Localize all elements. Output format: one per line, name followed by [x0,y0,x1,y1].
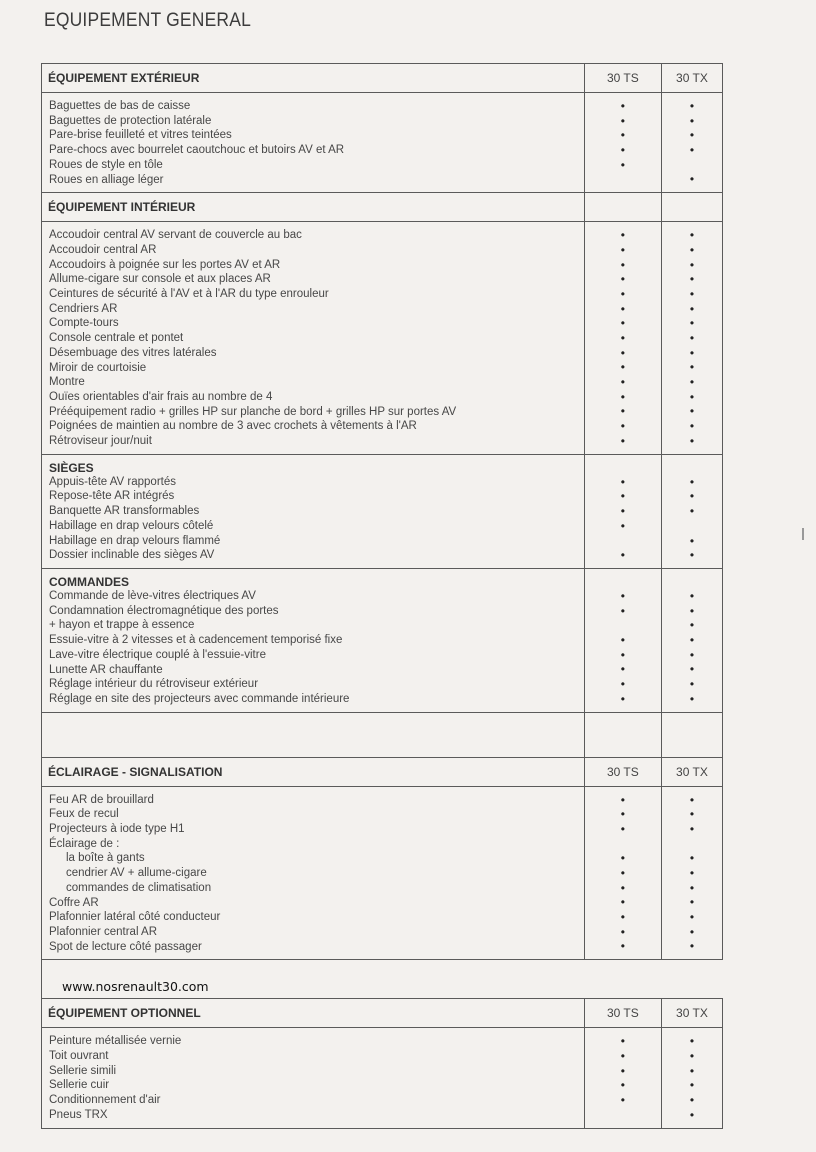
item-label: Peinture métallisée vernie [49,1035,182,1048]
item-label: Projecteurs à iode type H1 [49,823,185,836]
column-header-30tx: 30 TX [661,64,722,93]
availability-mark-30ts: • [620,331,625,346]
availability-mark-30ts: • [620,1078,625,1093]
availability-mark-30ts: • [620,647,625,662]
availability-mark-30tx: • [689,331,695,346]
section-header-interieur [42,193,723,222]
availability-mark-30ts: • [620,851,625,866]
availability-mark-30tx: • [689,143,695,158]
availability-mark-30ts: • [620,433,625,448]
item-label: Repose-tête AR intégrés [49,490,175,503]
availability-mark-30ts: • [620,389,625,404]
availability-mark-30ts: • [620,99,625,113]
availability-mark-30ts: • [620,807,625,822]
availability-mark-30tx: • [689,807,695,822]
availability-mark-30tx: • [689,474,695,489]
availability-mark-30tx: • [689,603,695,618]
availability-mark-30tx: • [689,389,695,404]
availability-mark-30ts: • [620,157,625,172]
availability-mark-30ts [585,1108,661,1123]
availability-mark-30tx: • [689,404,695,419]
item-label: Roues de style en tôle [49,158,163,171]
availability-mark-30ts: • [620,474,625,489]
availability-mark-30ts: • [620,662,625,677]
availability-mark-30tx: • [689,172,695,187]
availability-mark-30ts: • [620,504,625,519]
availability-mark-30tx [662,837,722,852]
watermark-url: www.nosrenault30.com [62,979,209,995]
page-edge-mark [802,528,804,540]
item-label: Appuis-tête AV rapportés [49,475,176,488]
availability-mark-30tx: • [689,128,695,143]
availability-mark-30ts: • [620,375,625,390]
availability-mark-30tx: • [689,691,695,706]
section-items-optionnel [42,1028,723,1128]
section-items-eclairage [42,786,723,960]
availability-mark-30tx: • [689,618,695,633]
section-title-exterieur: ÉQUIPEMENT EXTÉRIEUR [42,64,585,93]
availability-mark-30tx: • [689,792,695,807]
empty-row [42,712,723,757]
item-label: Poignées de maintien au nombre de 3 avec crochets à vêtements à l'AR [49,420,417,433]
availability-mark-30ts: • [620,1093,625,1108]
item-label: Conditionnement d'air [49,1094,161,1107]
availability-mark-30tx: • [689,647,695,662]
item-label: Habillage en drap velours flammé [49,534,221,547]
section-title-eclairage: ÉCLAIRAGE - SIGNALISATION [42,757,585,786]
availability-mark-30tx: • [689,1093,695,1108]
section-title-sieges: SIÈGES [49,460,94,475]
availability-mark-30ts: • [620,128,625,143]
item-label: la boîte à gants [66,852,145,865]
section-title-commandes: COMMANDES [49,574,129,589]
availability-mark-30tx: • [689,316,695,331]
availability-mark-30tx: • [689,533,695,548]
item-label: Dossier inclinable des sièges AV [49,549,215,562]
availability-mark-30ts: • [620,677,625,692]
availability-mark-30tx [662,158,722,173]
availability-mark-30tx: • [689,345,695,360]
item-label: Désembuage des vitres latérales [49,346,217,359]
item-label: Baguettes de protection latérale [49,114,212,127]
column-header-30ts: 30 TS [584,757,661,786]
item-label: Ouïes orientables d'air frais au nombre de 4 [49,390,273,403]
availability-mark-30tx: • [689,301,695,316]
availability-mark-30tx: • [689,1107,695,1122]
availability-mark-30ts: • [620,404,625,419]
section-commandes [42,568,723,712]
section-header-optionnel [42,999,723,1028]
availability-mark-30ts: • [620,518,625,533]
availability-mark-30tx: • [689,242,695,257]
item-label: Habillage en drap velours côtelé [49,519,214,532]
item-label: Éclairage de : [49,837,120,850]
availability-mark-30tx: • [689,1063,695,1078]
item-label: Allume-cigare sur console et aux places AR [49,273,271,286]
item-label: Coffre AR [49,896,99,909]
availability-mark-30ts: • [620,272,625,287]
availability-mark-30ts: • [620,1034,625,1049]
section-items-exterieur [42,93,723,193]
column-header-30ts: 30 TS [584,999,661,1028]
item-label: Sellerie cuir [49,1079,110,1092]
availability-mark-30tx: • [689,548,695,563]
availability-mark-30ts: • [620,792,625,807]
watermark-row [42,960,723,999]
availability-mark-30tx: • [689,99,695,113]
availability-mark-30tx: • [689,1034,695,1049]
item-label: Montre [49,376,85,389]
item-label: Accoudoir central AR [49,243,157,256]
item-label: commandes de climatisation [66,881,212,894]
availability-mark-30tx: • [689,633,695,648]
item-label: Accoudoirs à poignée sur les portes AV et AR [49,258,281,271]
availability-mark-30tx: • [689,662,695,677]
item-label: Pare-chocs avec bourrelet caoutchouc et butoirs AV et AR [49,144,345,157]
item-label: Roues en alliage léger [49,173,164,186]
page-title: EQUIPEMENT GENERAL [44,10,251,31]
item-label: cendrier AV + allume-cigare [66,867,207,880]
availability-mark-30tx: • [689,588,695,603]
availability-mark-30ts: • [620,588,625,603]
item-label: Feu AR de brouillard [49,793,154,806]
availability-mark-30tx: • [689,1049,695,1064]
item-label: Compte-tours [49,317,119,330]
item-label: Banquette AR transformables [49,505,200,518]
item-label: Réglage en site des projecteurs avec commande intérieure [49,692,350,705]
availability-mark-30tx: • [689,113,695,128]
availability-mark-30ts: • [620,691,625,706]
availability-mark-30ts: • [620,228,625,243]
section-title-optionnel: ÉQUIPEMENT OPTIONNEL [42,999,585,1028]
item-label: Feux de recul [49,808,119,821]
item-label: Console centrale et pontet [49,332,184,345]
item-label: Accoudoir central AV servant de couvercle au bac [49,229,302,242]
item-label: Commande de lève-vitres électriques AV [49,589,256,602]
item-label: Plafonnier central AR [49,925,158,938]
item-label: Cendriers AR [49,302,118,315]
availability-mark-30tx: • [689,228,695,243]
availability-mark-30tx: • [689,433,695,448]
availability-mark-30ts: • [620,345,625,360]
availability-mark-30ts: • [620,895,625,910]
availability-mark-30ts: • [620,419,625,434]
availability-mark-30ts [585,534,661,549]
item-label: Toit ouvrant [49,1050,109,1063]
availability-mark-30ts: • [620,924,625,939]
availability-mark-30ts: • [620,866,625,881]
availability-mark-30ts [585,837,661,852]
availability-mark-30tx: • [689,821,695,836]
item-label: Condamnation électromagnétique des portes [49,604,279,617]
availability-mark-30tx [662,519,722,534]
item-label: Lave-vitre électrique couplé à l'essuie-vitre [49,648,266,661]
item-label: Plafonnier latéral côté conducteur [49,911,221,924]
availability-mark-30tx: • [689,360,695,375]
item-label: + hayon et trappe à essence [49,619,195,632]
availability-mark-30tx: • [689,1078,695,1093]
availability-mark-30ts: • [620,1049,625,1064]
availability-mark-30ts: • [620,143,625,158]
availability-mark-30tx: • [689,257,695,272]
section-title-interieur: ÉQUIPEMENT INTÉRIEUR [42,193,585,222]
availability-mark-30ts: • [620,113,625,128]
availability-mark-30ts: • [620,603,625,618]
item-label: Miroir de courtoisie [49,361,147,374]
availability-mark-30ts: • [620,257,625,272]
availability-mark-30tx: • [689,866,695,881]
item-label: Rétroviseur jour/nuit [49,435,152,448]
item-label: Prééquipement radio + grilles HP sur planche de bord + grilles HP sur portes AV [49,405,457,418]
item-label: Essuie-vitre à 2 vitesses et à cadencement temporisé fixe [49,634,343,647]
availability-mark-30tx: • [689,504,695,519]
availability-mark-30tx: • [689,375,695,390]
column-header-30ts: 30 TS [584,64,661,93]
item-label: Réglage intérieur du rétroviseur extérieur [49,678,259,691]
availability-mark-30ts: • [620,821,625,836]
availability-mark-30tx: • [689,286,695,301]
item-label: Lunette AR chauffante [49,663,163,676]
availability-mark-30tx: • [689,489,695,504]
availability-mark-30ts [585,618,661,633]
availability-mark-30ts: • [620,548,625,563]
item-label: Spot de lecture côté passager [49,940,202,953]
availability-mark-30tx: • [689,910,695,925]
availability-mark-30ts: • [620,242,625,257]
availability-mark-30ts: • [620,633,625,648]
availability-mark-30tx: • [689,895,695,910]
column-header-30tx: 30 TX [661,757,722,786]
section-sieges [42,454,723,568]
availability-mark-30tx: • [689,677,695,692]
availability-mark-30ts [585,172,661,187]
availability-mark-30ts: • [620,489,625,504]
availability-mark-30ts: • [620,910,625,925]
item-label: Sellerie simili [49,1064,117,1077]
availability-mark-30tx: • [689,924,695,939]
section-items-interieur [42,222,723,455]
availability-mark-30tx: • [689,939,695,954]
availability-mark-30ts: • [620,1063,625,1078]
availability-mark-30ts: • [620,939,625,954]
availability-mark-30tx: • [689,851,695,866]
item-label: Pare-brise feuilleté et vitres teintées [49,129,232,142]
availability-mark-30tx: • [689,419,695,434]
item-label: Ceintures de sécurité à l'AV et à l'AR du type enrouleur [49,288,329,301]
equipment-table [41,63,723,1129]
availability-mark-30ts: • [620,301,625,316]
availability-mark-30tx: • [689,880,695,895]
availability-mark-30ts: • [620,316,625,331]
section-header-eclairage [42,757,723,786]
availability-mark-30tx: • [689,272,695,287]
availability-mark-30ts: • [620,286,625,301]
item-label: Baguettes de bas de caisse [49,100,191,112]
availability-mark-30ts: • [620,360,625,375]
section-header-exterieur [42,64,723,93]
column-header-30tx: 30 TX [661,999,722,1028]
item-label: Pneus TRX [49,1108,108,1121]
availability-mark-30ts: • [620,880,625,895]
